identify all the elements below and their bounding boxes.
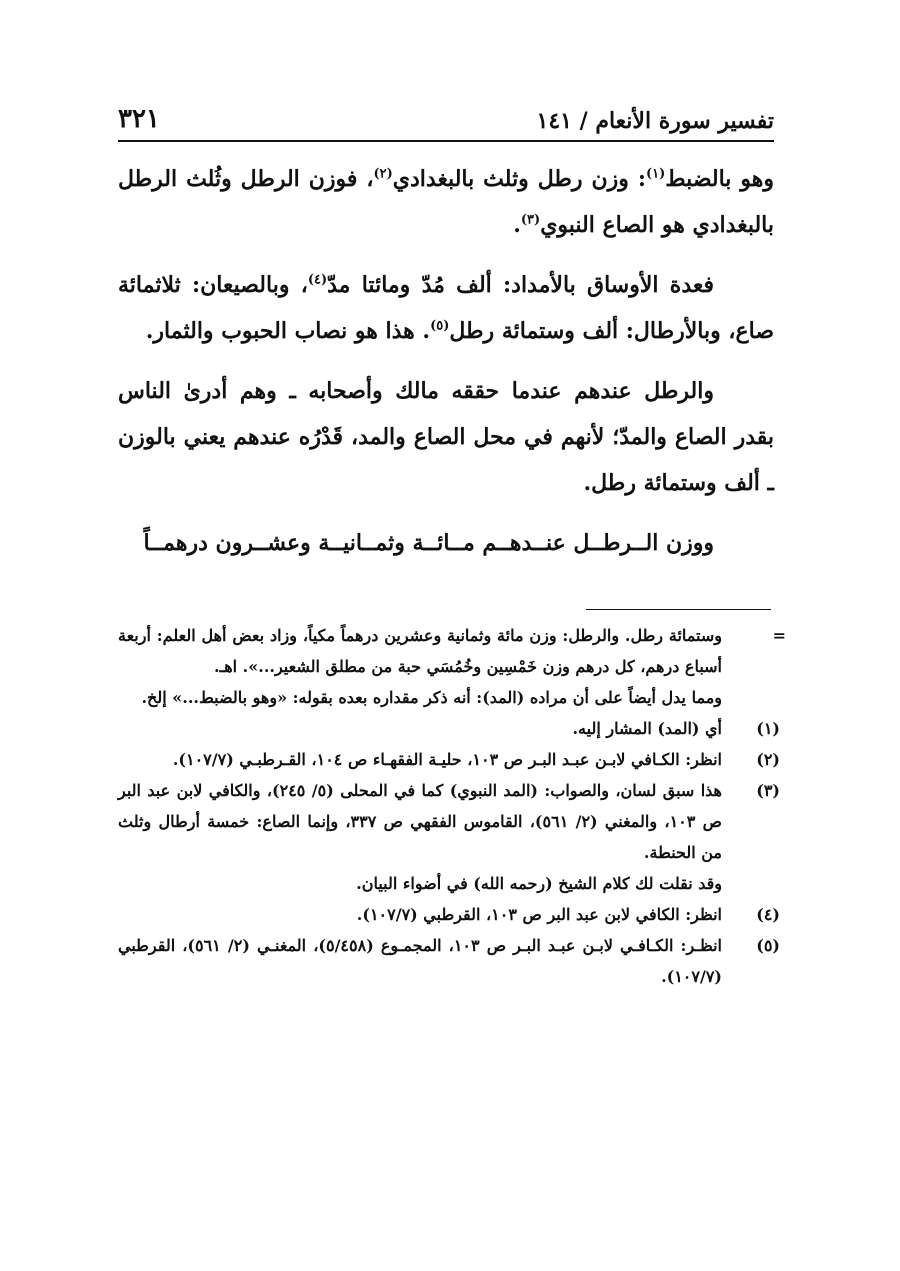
paragraph-3: والرطل عندهم عندما حققه مالك وأصحابه ـ وهم أدرىٰ الناس بقدر الصاع والمدّ؛ لأنهم في محل الصاع والمد، قَدْرُه عندهم يعني بالوزن ـ ألف وستمائة رطل. — [118, 378, 774, 496]
paragraph-2: فعدة الأوساق بالأمداد: ألف مُدّ ومائتا مدّ$^{(٤)}$، وبالصيعان: ثلاثمائة صاع، وبالأرطال: ألف وستمائة رطل$^{(٥)}$. هذا هو نصاب الحبوب والثمار. — [118, 272, 774, 344]
paragraph-1: وهو بالضبط$^{(١)}$: وزن رطل وثلث بالبغدادي$^{(٢)}$، فوزن الرطل وثُلث الرطل بالبغدادي هو الصاع النبوي$^{(٣)}$. — [118, 166, 774, 238]
footnote-ref[interactable]: (٣) — [520, 212, 541, 228]
footnote-number: (٤) — [756, 905, 780, 924]
page-header — [118, 96, 774, 142]
footnote-4: (٤) انظر: الكافي لابن عبد البر ص ١٠٣، القرطبي (١٠٧/٧). — [118, 899, 780, 930]
footnote-number: (٥) — [756, 936, 780, 955]
footnote-3: (٣) هذا سبق لسان، والصواب: (المد النبوي) كما في المحلى (٥/ ٢٤٥)، والكافي لابن عبد البر ص ١٠٣، والمغني (٢/ ٥٦١)، القاموس الفقهي ص ٣٣٧، وإنما الصاع: خمسة أرطال وثلث من الحنطة. — [118, 775, 780, 868]
footnotes — [118, 620, 786, 992]
footnote-continued-2: ومما يدل أيضاً على أن مراده (المد): أنه ذكر مقداره بعده بقوله: «وهو بالضبط...» إلخ. — [141, 688, 722, 707]
page-number: ٣٢١ — [118, 104, 160, 134]
paragraph-4: ووزن الــرطــل عنــدهــم مــائــة وثمــانيــة وعشــرون درهمــاً — [143, 530, 714, 556]
footnote-separator — [586, 609, 771, 610]
running-title: تفسير سورة الأنعام / ١٤١ — [536, 108, 774, 134]
footnote-ref[interactable]: (٥) — [430, 318, 450, 334]
footnote-ref[interactable]: (٤) — [307, 272, 328, 288]
footnote-number: (٢) — [756, 750, 780, 769]
footnote-number: (٣) — [756, 781, 780, 800]
footnote-continued: = وستمائة رطل. والرطل: وزن مائة وثمانية وعشرين درهماً مكياً، وزاد بعض أهل العلم: أربعة أسباع درهم، كل درهم وزن خَمْسِين وخُمُسَي حبة من مطلق الشعير...». اهـ. — [118, 620, 780, 682]
footnote-ref[interactable]: (٢) — [373, 166, 393, 182]
continuation-mark: = — [772, 626, 786, 645]
footnote-1: (١) أي (المد) المشار إليه. — [118, 713, 780, 744]
footnote-3-continued: وقد نقلت لك كلام الشيخ (رحمه الله) في أضواء البيان. — [356, 874, 722, 893]
footnote-number: (١) — [756, 719, 780, 738]
main-text — [118, 156, 774, 580]
footnote-2: (٢) انظر: الكـافي لابـن عبـد البـر ص ١٠٣، حليـة الفقهـاء ص ١٠٤، القـرطبـي (١٠٧/٧). — [118, 744, 780, 775]
footnote-5: (٥) انظـر: الكـافـي لابـن عبـد البـر ص ١٠٣، المجمـوع (٥/٤٥٨)، المغنـي (٢/ ٥٦١)، القرطبي (١٠٧/٧). — [118, 930, 780, 992]
footnote-ref[interactable]: (١) — [646, 166, 666, 182]
